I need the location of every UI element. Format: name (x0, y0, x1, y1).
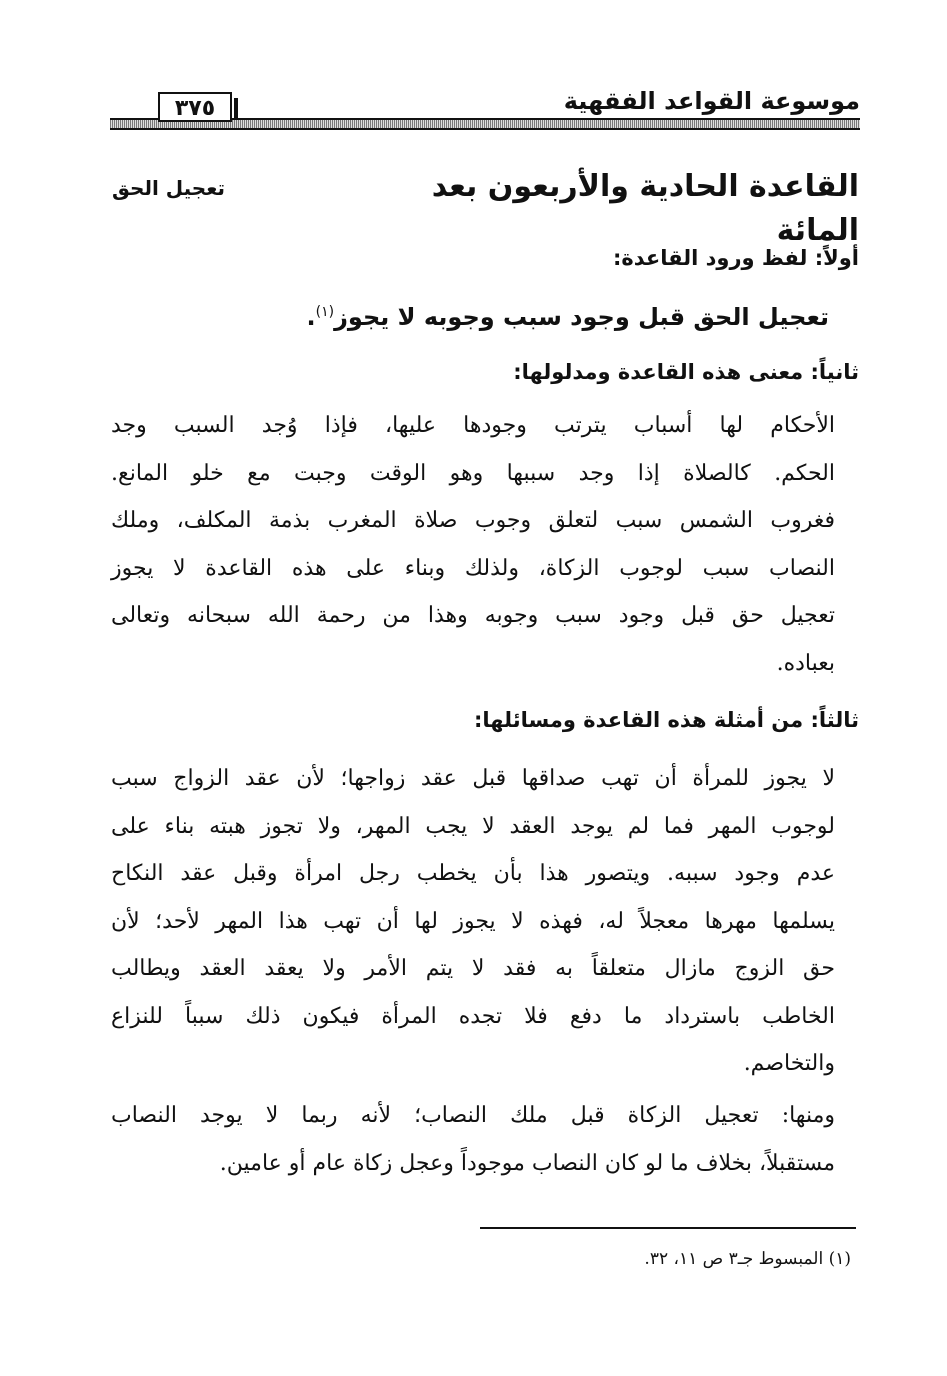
section-heading-second: ثانياً: معنى هذه القاعدة ومدلولها: (513, 360, 859, 384)
rule-text (109, 290, 829, 339)
example-paragraph-1 (111, 755, 835, 1088)
paragraph-line: فغروب الشمس سبب لتعلق وجوب صلاة المغرب بذمة المكلف، وملك (111, 508, 835, 533)
footnote: (١) المبسوط جـ٣ ص ١١، ٣٢. (644, 1249, 851, 1269)
paragraph-line: الحكم. كالصلاة إذا وجد سببها وهو الوقت وجبت مع خلو المانع. (111, 460, 835, 486)
paragraph-line: حق الزوج مازال متعلقاً به فقد لا يتم الأمر ولا يعقد العقد ويطالب (111, 956, 835, 981)
paragraph-line: الخاطب باسترداد ما دفع فلا تجده المرأة فيكون ذلك سبباً للنزاع (111, 1003, 835, 1029)
example-paragraph-2 (111, 1092, 835, 1187)
page-number: ٣٧٥ (158, 92, 232, 122)
rule-short-name: تعجيل الحق (112, 176, 225, 200)
meaning-paragraph (111, 402, 835, 687)
paragraph-line: ومنها: تعجيل الزكاة قبل ملك النصاب؛ لأنه ربما لا يوجد النصاب (111, 1103, 835, 1128)
section-heading-first: أولاً: لفظ ورود القاعدة: (612, 246, 859, 270)
footnote-divider (480, 1227, 856, 1229)
footnote-mark: (١) (315, 304, 335, 320)
rule-title: القاعدة الحادية والأربعون بعد المائة (431, 169, 859, 248)
paragraph-line: والتخاصم. (743, 1051, 835, 1076)
book-title: موسوعة القواعد الفقهية (563, 87, 860, 115)
rule-text-body: تعجيل الحق قبل وجود سبب وجوبه لا يجوز (334, 303, 829, 331)
paragraph-line: لوجوب المهر فما لم يوجد العقد لا يجب المهر، ولا تجوز هبته بناء على (111, 813, 835, 839)
paragraph-line: بعباده. (776, 650, 835, 676)
paragraph-line: تعجيل حق قبل وجود سبب وجوبه وهذا من رحمة الله سبحانه وتعالى (111, 603, 835, 628)
section-heading-third: ثالثاً: من أمثلة هذه القاعدة ومسائلها: (473, 708, 859, 732)
rule-text-end: . (306, 303, 316, 331)
paragraph-line: يسلمها مهرها معجلاً له، فهذه لا يجوز لها أن تهب هذا المهر لأحد؛ لأن (111, 908, 835, 934)
paragraph-line: عدم وجود سببه. ويتصور هذا بأن يخطب رجل امرأة وقبل عقد النكاح (111, 861, 835, 886)
paragraph-line: لا يجوز للمرأة أن تهب صداقها قبل عقد زواجها؛ لأن عقد الزواج سبب (111, 766, 835, 791)
paragraph-line: النصاب سبب لوجوب الزكاة، ولذلك وبناء على هذه القاعدة لا يجوز (111, 555, 835, 581)
paragraph-line: مستقبلاً، بخلاف ما لو كان النصاب موجوداً وعجل زكاة عام أو عامين. (219, 1150, 835, 1176)
paragraph-line: الأحكام لها أسباب يترتب وجودها عليها، فإذا وُجد السبب وجد (111, 413, 835, 438)
running-header (110, 84, 860, 128)
